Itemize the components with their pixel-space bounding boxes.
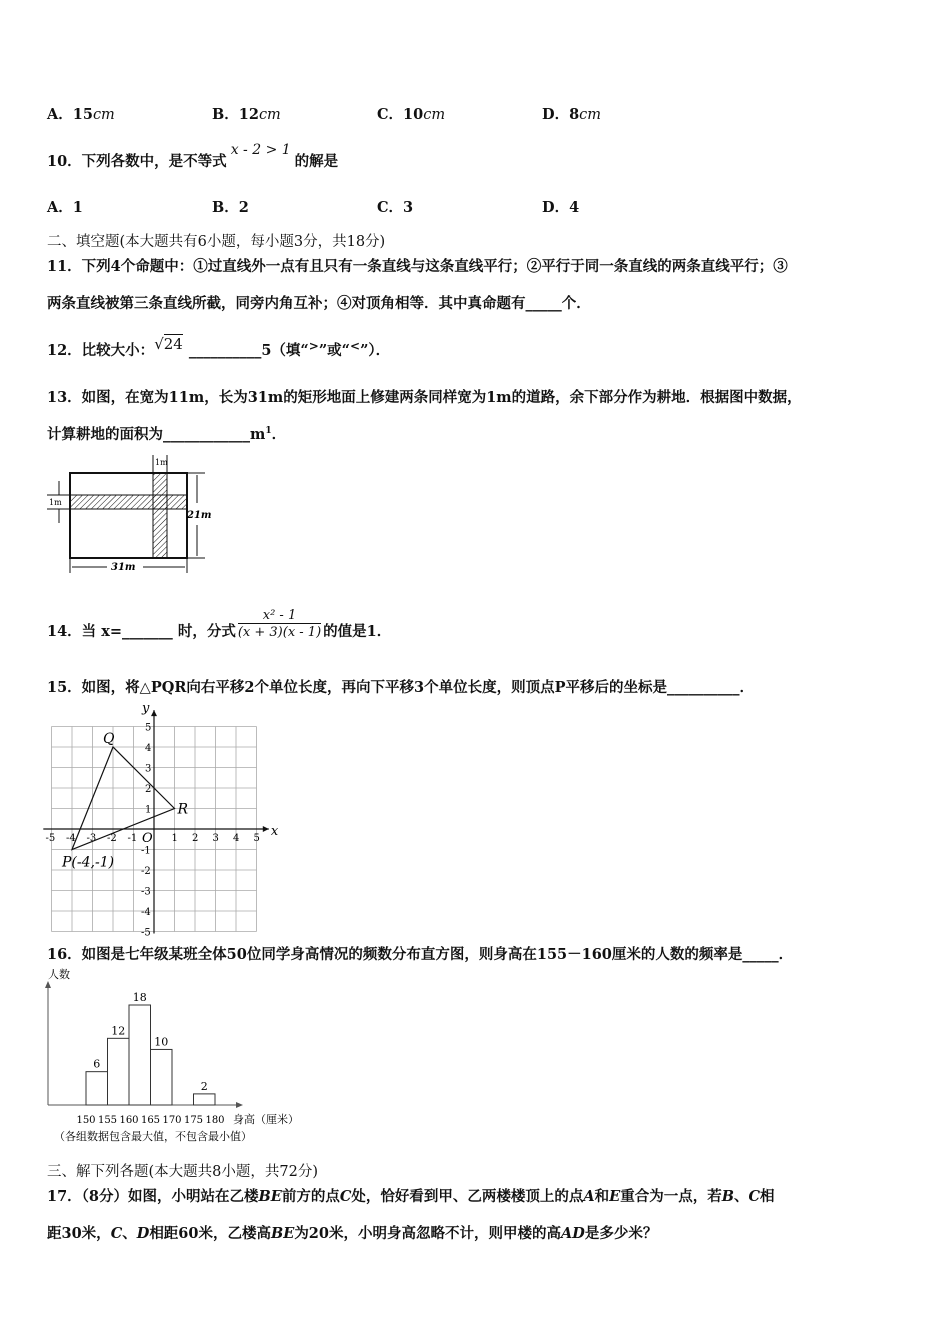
q12-blank: __________ [188,342,262,359]
numerator: x² - 1 [262,608,297,623]
q17-text: 是多少米？ [584,1225,658,1242]
y-tick-label: 4 [145,743,152,754]
q12-mid: ”或“ [318,342,351,359]
x-tick-label: -5 [45,833,56,844]
option-a-text: A．15 [47,106,93,123]
q17-var: C [748,1188,761,1205]
x-tick-label: 3 [212,833,219,844]
x-tick-label: -4 [66,833,76,844]
x-tick-label: 155 [97,1115,118,1126]
x-tick-label: -3 [86,833,97,844]
q13-prefix: 计算耕地的面积为 [47,426,163,443]
q17-text: 和 [594,1188,610,1205]
q14-prefix: 14．当 x= [47,623,123,640]
x-axis-label: x [270,824,279,839]
horizontal-road [70,495,187,509]
q17-text: 前方的点 [281,1188,340,1205]
x-tick-label: 2 [192,833,199,844]
road-diagram [45,453,225,578]
x-tick-label: 160 [119,1115,139,1126]
q17-var: A [583,1188,595,1205]
coordinate-grid [40,700,285,939]
y-tick-label: 2 [145,784,152,795]
q14-blank: _______ [122,623,173,640]
sqrt-24: √24 [154,335,183,353]
q17-var: AD [561,1225,585,1242]
q17-text: 、 [733,1188,749,1205]
q17-text: 处，恰好看到甲、乙两楼楼顶上的点 [351,1188,584,1205]
q10-prefix: 10．下列各数中，是不等式 [47,153,227,170]
histogram-note: （各组数据包含最大值，不包含最小值） [54,1130,252,1143]
q17-text: 相距60米，乙楼高 [149,1225,271,1242]
x-tick-label: -2 [107,833,117,844]
section-2-heading: 二、填空题(本大题共有6小题，每小题3分，共18分) [47,234,386,250]
x-tick-label: 180 [205,1115,225,1126]
y-tick-label: 3 [145,763,152,775]
less-symbol: < [350,339,361,353]
y-tick-label: 5 [145,722,152,734]
question-14 [47,608,392,648]
bar-value-label: 2 [200,1079,208,1093]
x-tick-label: 150 [76,1115,96,1126]
option-a-unit: cm [92,107,115,123]
vertical-road [153,473,167,558]
q12-suffix-b: ”）． [360,342,391,359]
label-p: P(-4,-1) [62,854,115,871]
histogram-chart [40,965,320,1150]
q10-inequality: x - 2 > 1 [230,142,291,158]
option-c-text: C．10 [377,106,424,123]
y-tick-label: 1 [145,804,152,816]
y-axis-arrow [45,981,51,988]
q12-suffix-a: 5（填“ [261,342,309,359]
y-axis-arrow [151,710,157,716]
q17-line-1 [47,1185,775,1206]
greater-symbol: > [308,339,319,353]
option-a [47,103,115,124]
question-15: 15．如图，将△PQR向右平移2个单位长度，再向下平移3个单位长度，则顶点P平移后的坐标是__________． [47,679,754,696]
origin-label: O [142,831,153,846]
q17-var: E [609,1188,621,1205]
q11-line-1: 11．下列4个命题中：①过直线外一点有且只有一条直线与这条直线平行；②平行于同一条直线的两条直线平行；③ [47,258,788,275]
label-top-1m: 1m [155,458,168,467]
q10-option-c: C．3 [377,199,414,216]
q10-option-b: B．2 [212,199,249,216]
q17-line-2 [47,1222,657,1243]
option-b-unit: cm [258,107,281,123]
x-tick-label: 4 [233,833,240,844]
option-d-text: D．8 [542,106,580,123]
bar-value-label: 6 [93,1057,101,1071]
bar-value-label: 12 [111,1024,126,1038]
q17-text: 距30米， [47,1225,111,1242]
q17-var: BE [271,1225,295,1242]
q17-var: C [110,1225,123,1242]
y-tick-label: -2 [141,866,151,877]
q13-line-2 [47,423,286,444]
q17-var: C [339,1188,352,1205]
x-tick-label: 175 [183,1115,204,1126]
histogram-bar [86,1072,108,1105]
q13-sup: 1 [265,426,272,437]
option-d-unit: cm [579,107,602,123]
x-tick-label: -1 [127,833,138,844]
option-b [212,103,281,124]
label-r: R [177,801,189,818]
label-bottom-31m: 31m [111,562,136,573]
question-16: 16．如图是七年级某班全体50位同学身高情况的频数分布直方图，则身高在155－160厘米的人数的频率是_____． [47,946,794,963]
x-tick-label: 170 [162,1115,182,1126]
q17-var: D [136,1225,150,1242]
q17-text: 为20米，小明身高忽略不计，则甲楼的高 [294,1225,561,1242]
option-c [377,103,445,124]
question-10 [47,142,339,171]
x-tick-label: 165 [140,1115,161,1126]
x-axis-arrow [263,826,269,832]
question-12 [47,335,391,360]
q13-unit: m [250,426,266,443]
q10-option-a: A．1 [47,199,83,216]
q13-line-1: 13．如图，在宽为11m，长为31m的矩形地面上修建两条同样宽为1m的道路，余下部分作为耕地．根据图中数据， [47,389,802,406]
x-axis-arrow [236,1102,243,1108]
label-left-1m: 1m [49,498,62,507]
x-tick-label: 5 [253,833,260,844]
label-right-21m: 21m [187,510,212,521]
histogram-bar [129,1005,151,1105]
denominator: (x + 3)(x - 1) [237,625,322,640]
q14-suffix: 的值是1． [323,623,392,640]
y-tick-label: -1 [141,845,151,857]
label-q: Q [103,731,115,747]
q17-text: 相 [760,1188,775,1205]
histogram-bar [194,1094,216,1105]
x-tick-label: 1 [171,833,178,844]
y-axis-label: 人数 [48,968,70,981]
q14-mid: 时，分式 [172,623,236,640]
q17-text: 17．（8分）如图，小明站在乙楼 [47,1188,259,1205]
option-d [542,103,601,124]
q17-var: B [721,1188,734,1205]
bar-value-label: 18 [132,991,147,1004]
fraction [237,608,322,648]
q17-var: BE [258,1188,282,1205]
q12-prefix: 12．比较大小： [47,342,155,359]
q13-end: ． [271,426,287,443]
section-3-heading: 三、解下列各题(本大题共8小题，共72分) [47,1164,318,1180]
q13-blank: ____________ [163,426,250,443]
q17-text: 重合为一点，若 [620,1188,722,1205]
y-tick-label: -5 [141,927,151,939]
option-c-unit: cm [423,107,446,123]
y-tick-label: -4 [141,907,151,918]
bar-value-label: 10 [154,1035,169,1049]
q10-suffix: 的解是 [294,153,339,170]
x-axis-label: 身高（厘米） [233,1113,299,1126]
q10-option-d: D．4 [542,199,580,216]
q17-text: 、 [122,1225,137,1242]
q11-line-2: 两条直线被第三条直线所截，同旁内角互补；④对顶角相等．其中真命题有_____个． [47,295,591,312]
radicand: 24 [163,335,183,353]
option-b-text: B．12 [212,106,259,123]
histogram-bar [151,1049,173,1105]
y-tick-label: -3 [141,886,151,898]
field-rectangle [70,473,187,558]
histogram-bar [108,1038,130,1105]
y-axis-label: y [142,701,150,717]
